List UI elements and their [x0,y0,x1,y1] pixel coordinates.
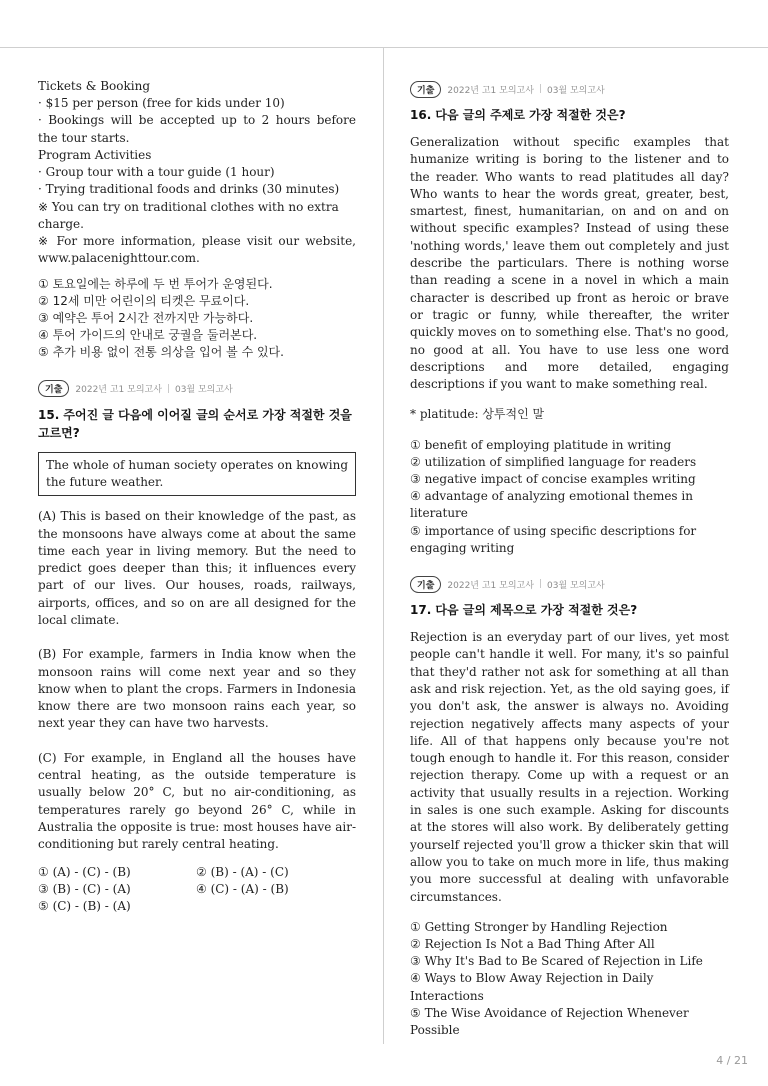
source-year: 2022년 고1 모의고사 [75,385,162,396]
choice-item[interactable]: ④ advantage of analyzing emotional themes in literature [410,489,693,521]
choice-item[interactable]: ⑤ The Wise Avoidance of Rejection Whenever Possible [410,1005,689,1038]
exam-badge: 기출 [38,380,69,397]
q17-passage: Rejection is an everyday part of our lives, yet most people can't handle it well. For many, it's so painful that they'd rather not ask for something at all than ask and risk rejection. Yet, as the old saying goes, if you don't ask, the answer is always no. Avoiding rejection negatively affects many aspects of your life. All of that happens only because you're not tough enough to handle it. For this reason, consider rejection therapy. Come up with a request or an activity that usually results in a rejection. Working in sales is one such example. Asking for discounts at the stores will also work. By deliberately getting yourself rejected you'll grow a thicker skin that will allow you to take on much more in life, thus making you more successful at dealing with unfavorable circumstances. [410,630,729,904]
choice-item[interactable]: ⑤ importance of using specific descriptions for engaging writing [410,523,697,555]
q17-choices [410,919,729,1039]
q17-source: 기출 2022년 고1 모의고사 | 03월 모의고사 [410,575,729,593]
choice-item[interactable]: ⑤ 추가 비용 없이 전통 의상을 입어 볼 수 있다. [38,345,284,360]
info-line: ※ For more information, please visit our website, www.palacenighttour.com. [38,234,356,266]
left-column [38,78,356,915]
column-divider [383,48,384,1044]
tour-info [38,78,356,268]
choice-item[interactable]: ④ 투어 가이드의 안내로 궁궐을 둘러본다. [38,328,258,343]
choice-item[interactable]: ① 토요일에는 하루에 두 번 투어가 운영된다. [38,276,273,291]
choice-item[interactable]: ② 12세 미만 어린이의 티켓은 무료이다. [38,293,250,308]
q17-title: 17. 다음 글의 제목으로 가장 적절한 것은? [410,603,638,618]
info-line: · Trying traditional foods and drinks (30 minutes) [38,182,340,197]
info-line: ※ You can try on traditional clothes with no extra charge. [38,199,339,231]
q16-passage: Generalization without specific examples that humanize writing is boring to the listener and to the reader. Who wants to read platitudes all day? Who wants to hear the words great, greater, best, smartest, finest, humanitarian, on and on and on without specific examples? Instead of using these 'nothing words,' leave them out completely and just describe the particulars. There is nothing worse than reading a scene in a novel in which a main character is described up front as heroic or brave or tragic or funny, while thereafter, the writer quickly moves on to something else. That's no good, no good at all. You have to use less one word descriptions and more detailed, engaging descriptions if you want to make something real. [410,135,729,392]
page-number: 4 / 21 [716,1054,748,1067]
given-sentence: The whole of human society operates on knowing the future weather. [46,457,348,489]
info-line: · $15 per person (free for kids under 10) [38,96,285,111]
paragraph-b: (B) For example, farmers in India know when the monsoon rains will come next year and so they know when to plant the crops. Farmers in Indonesia know there are two monsoon rains each year, so next year they can have two harvests. [38,647,356,731]
q16-source: 기출 2022년 고1 모의고사 | 03월 모의고사 [410,80,729,98]
right-column [410,80,729,1039]
choice-item[interactable]: ② Rejection Is Not a Bad Thing After All [410,937,655,952]
given-sentence-box [38,452,356,497]
info-line: Tickets & Booking [38,79,151,93]
choice-item[interactable]: ① (A) - (C) - (B) [38,864,131,879]
choice-item[interactable]: ② (B) - (A) - (C) [196,864,289,879]
choice-item[interactable]: ① benefit of employing platitude in writing [410,437,672,452]
choice-item[interactable]: ⑤ (C) - (B) - (A) [38,898,131,913]
q15-choices [38,864,356,916]
info-line: · Bookings will be accepted up to 2 hours before the tour starts. [38,113,356,145]
choice-item[interactable]: ④ Ways to Blow Away Rejection in Daily Interactions [410,971,654,1003]
choice-item[interactable]: ① Getting Stronger by Handling Rejection [410,919,668,934]
q16-choices [410,437,729,557]
choice-item[interactable]: ③ negative impact of concise examples writing [410,472,696,487]
source-month: 03월 모의고사 [174,385,233,396]
info-line: · Group tour with a tour guide (1 hour) [38,165,275,180]
header-rule [0,47,768,48]
choice-item[interactable]: ③ (B) - (C) - (A) [38,881,131,896]
source-year: 2022년 고1 모의고사 [447,580,534,591]
paragraph-c: (C) For example, in England all the houses have central heating, as the outside temperature is usually below 20° C, but no air-conditioning, as temperatures rarely go beyond 26° C, while in Australia the opposite is true: most houses have air-conditioning but rarely central heating. [38,750,356,852]
source-month: 03월 모의고사 [546,85,605,96]
choice-item[interactable]: ④ (C) - (A) - (B) [196,881,289,896]
q15-title: 15. 주어진 글 다음에 이어질 글의 순서로 가장 적절한 것을 고르면? [38,407,352,440]
choice-item[interactable]: ② utilization of simplified language for readers [410,454,697,469]
choice-item[interactable]: ③ 예약은 투어 2시간 전까지만 가능하다. [38,311,254,326]
q15-source: 기출 2022년 고1 모의고사 | 03월 모의고사 [38,380,356,398]
footnote: * platitude: 상투적인 말 [410,407,545,422]
source-month: 03월 모의고사 [546,580,605,591]
q16-title: 16. 다음 글의 주제로 가장 적절한 것은? [410,108,626,122]
exam-badge: 기출 [410,576,441,593]
paragraph-a: (A) This is based on their knowledge of the past, as the monsoons have always come at about the same time each year in living memory. But the need to predict goes deeper than this; it influences every part of our lives. Our houses, roads, railways, airports, offices, and so on are all designed for the local climate. [38,509,356,627]
q14-choices [38,276,356,362]
info-line: Program Activities [38,148,152,162]
choice-item[interactable]: ③ Why It's Bad to Be Scared of Rejection in Life [410,954,703,969]
source-year: 2022년 고1 모의고사 [447,85,534,96]
exam-badge: 기출 [410,81,441,98]
